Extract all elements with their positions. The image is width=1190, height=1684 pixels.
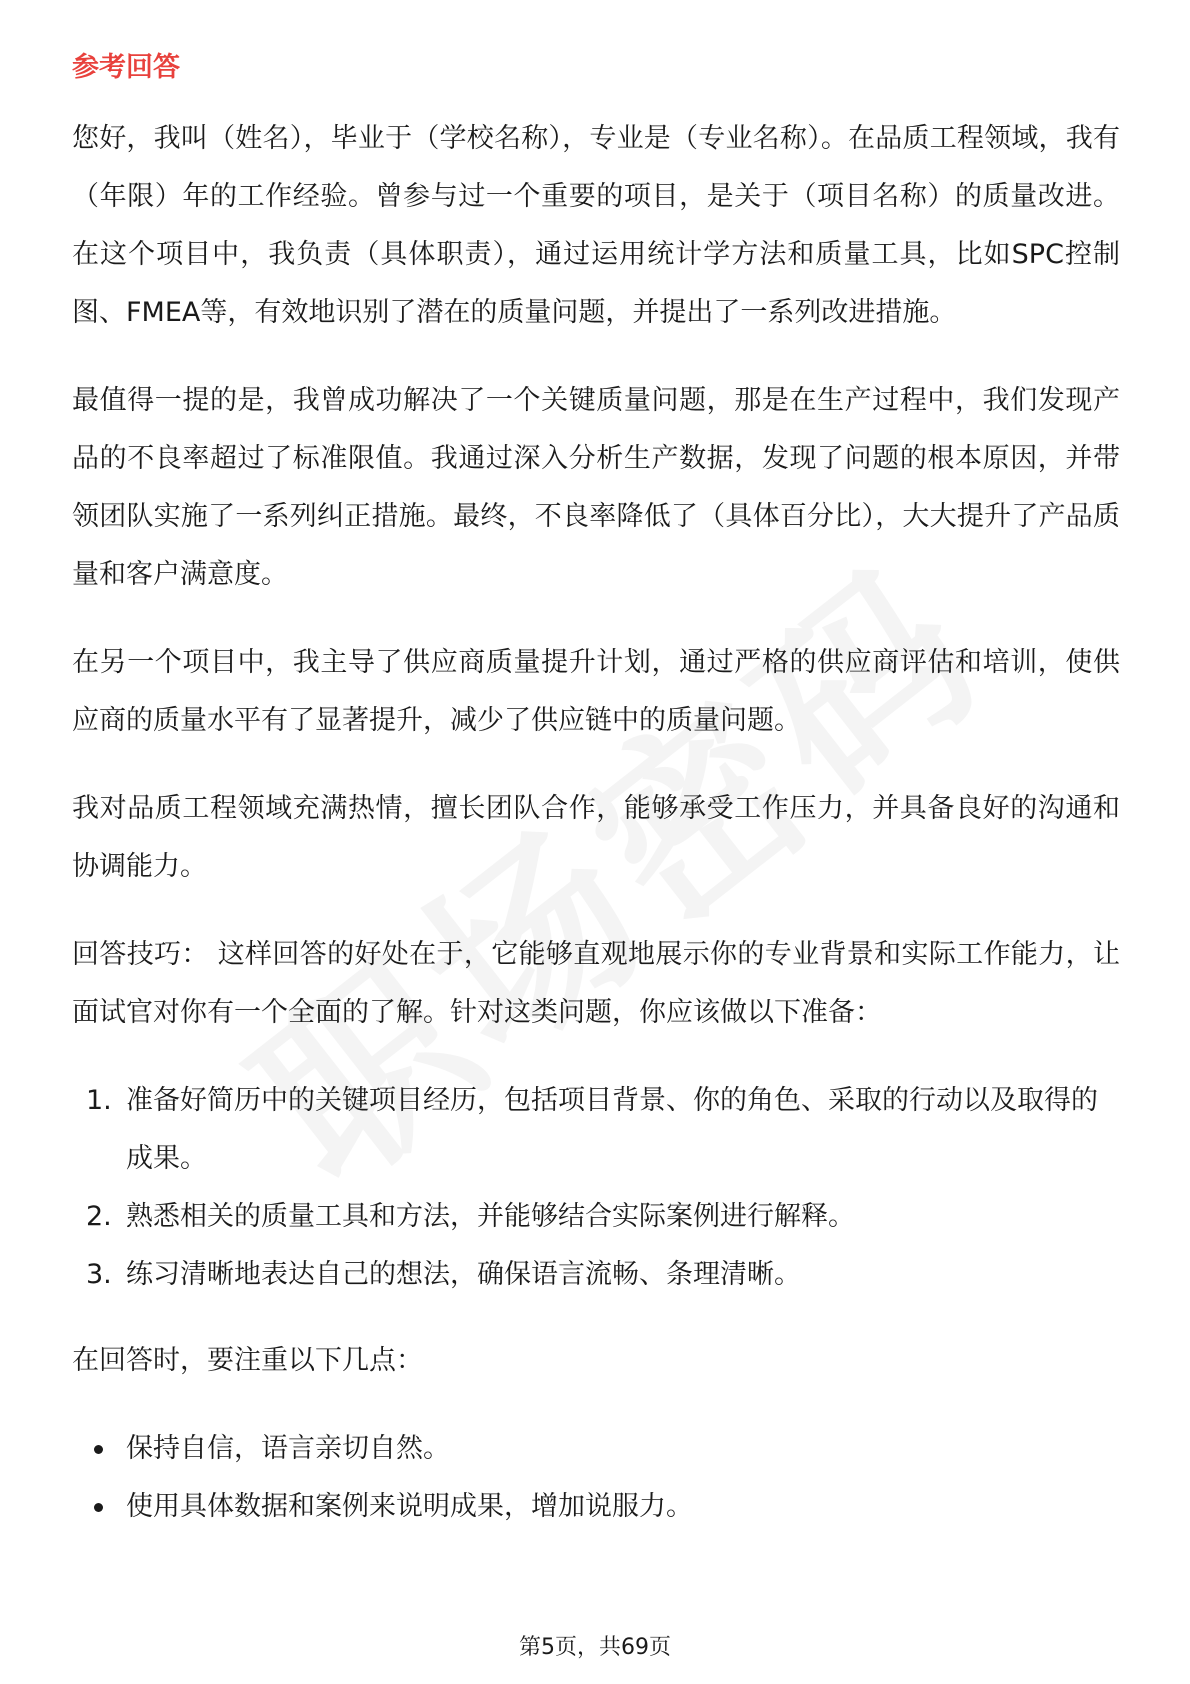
list-item bbox=[72, 1246, 1120, 1304]
list-item bbox=[72, 1072, 1120, 1188]
paragraph-traits: 我对品质工程领域充满热情，擅长团队合作，能够承受工作压力，并具备良好的沟通和协调能力。 bbox=[72, 793, 1120, 882]
list-number: 1. bbox=[86, 1085, 112, 1116]
paragraph-tips: 回答技巧： 这样回答的好处在于，它能够直观地展示你的专业背景和实际工作能力，让面试官对你有一个全面的了解。针对这类问题，你应该做以下准备： bbox=[72, 939, 1120, 1028]
bullet-list bbox=[72, 1420, 1120, 1536]
list-item-text: 使用具体数据和案例来说明成果，增加说服力。 bbox=[126, 1491, 693, 1522]
page-footer: 第5页，共69页 bbox=[519, 1635, 671, 1660]
paragraph-points-intro: 在回答时，要注重以下几点： bbox=[72, 1345, 423, 1376]
paragraph-achievement: 最值得一提的是，我曾成功解决了一个关键质量问题，那是在生产过程中，我们发现产品的不良率超过了标准限值。我通过深入分析生产数据，发现了问题的根本原因，并带领团队实施了一系列纠正措施。最终，不良率降低了（具体百分比），大大提升了产品质量和客户满意度。 bbox=[72, 385, 1120, 590]
numbered-list bbox=[72, 1072, 1120, 1304]
content-area bbox=[72, 48, 1120, 1564]
bullet-icon bbox=[94, 1503, 103, 1512]
list-item-text: 准备好简历中的关键项目经历，包括项目背景、你的角色、采取的行动以及取得的成果。 bbox=[126, 1085, 1098, 1174]
list-item-text: 熟悉相关的质量工具和方法，并能够结合实际案例进行解释。 bbox=[126, 1201, 855, 1232]
list-item bbox=[72, 1188, 1120, 1246]
bullet-icon bbox=[94, 1445, 103, 1454]
list-number: 2. bbox=[86, 1201, 112, 1232]
list-item-text: 保持自信，语言亲切自然。 bbox=[126, 1433, 450, 1464]
section-heading: 参考回答 bbox=[72, 52, 180, 83]
paragraph-supplier: 在另一个项目中，我主导了供应商质量提升计划，通过严格的供应商评估和培训，使供应商的质量水平有了显著提升，减少了供应链中的质量问题。 bbox=[72, 647, 1120, 736]
list-item bbox=[72, 1478, 1120, 1536]
list-item-text: 练习清晰地表达自己的想法，确保语言流畅、条理清晰。 bbox=[126, 1259, 801, 1290]
list-item bbox=[72, 1420, 1120, 1478]
paragraph-intro: 您好，我叫（姓名），毕业于（学校名称），专业是（专业名称）。在品质工程领域，我有（年限）年的工作经验。曾参与过一个重要的项目，是关于（项目名称）的质量改进。在这个项目中，我负责（具体职责），通过运用统计学方法和质量工具，比如SPC控制图、FMEA等，有效地识别了潜在的质量问题，并提出了一系列改进措施。 bbox=[72, 123, 1120, 328]
list-number: 3. bbox=[86, 1259, 112, 1290]
